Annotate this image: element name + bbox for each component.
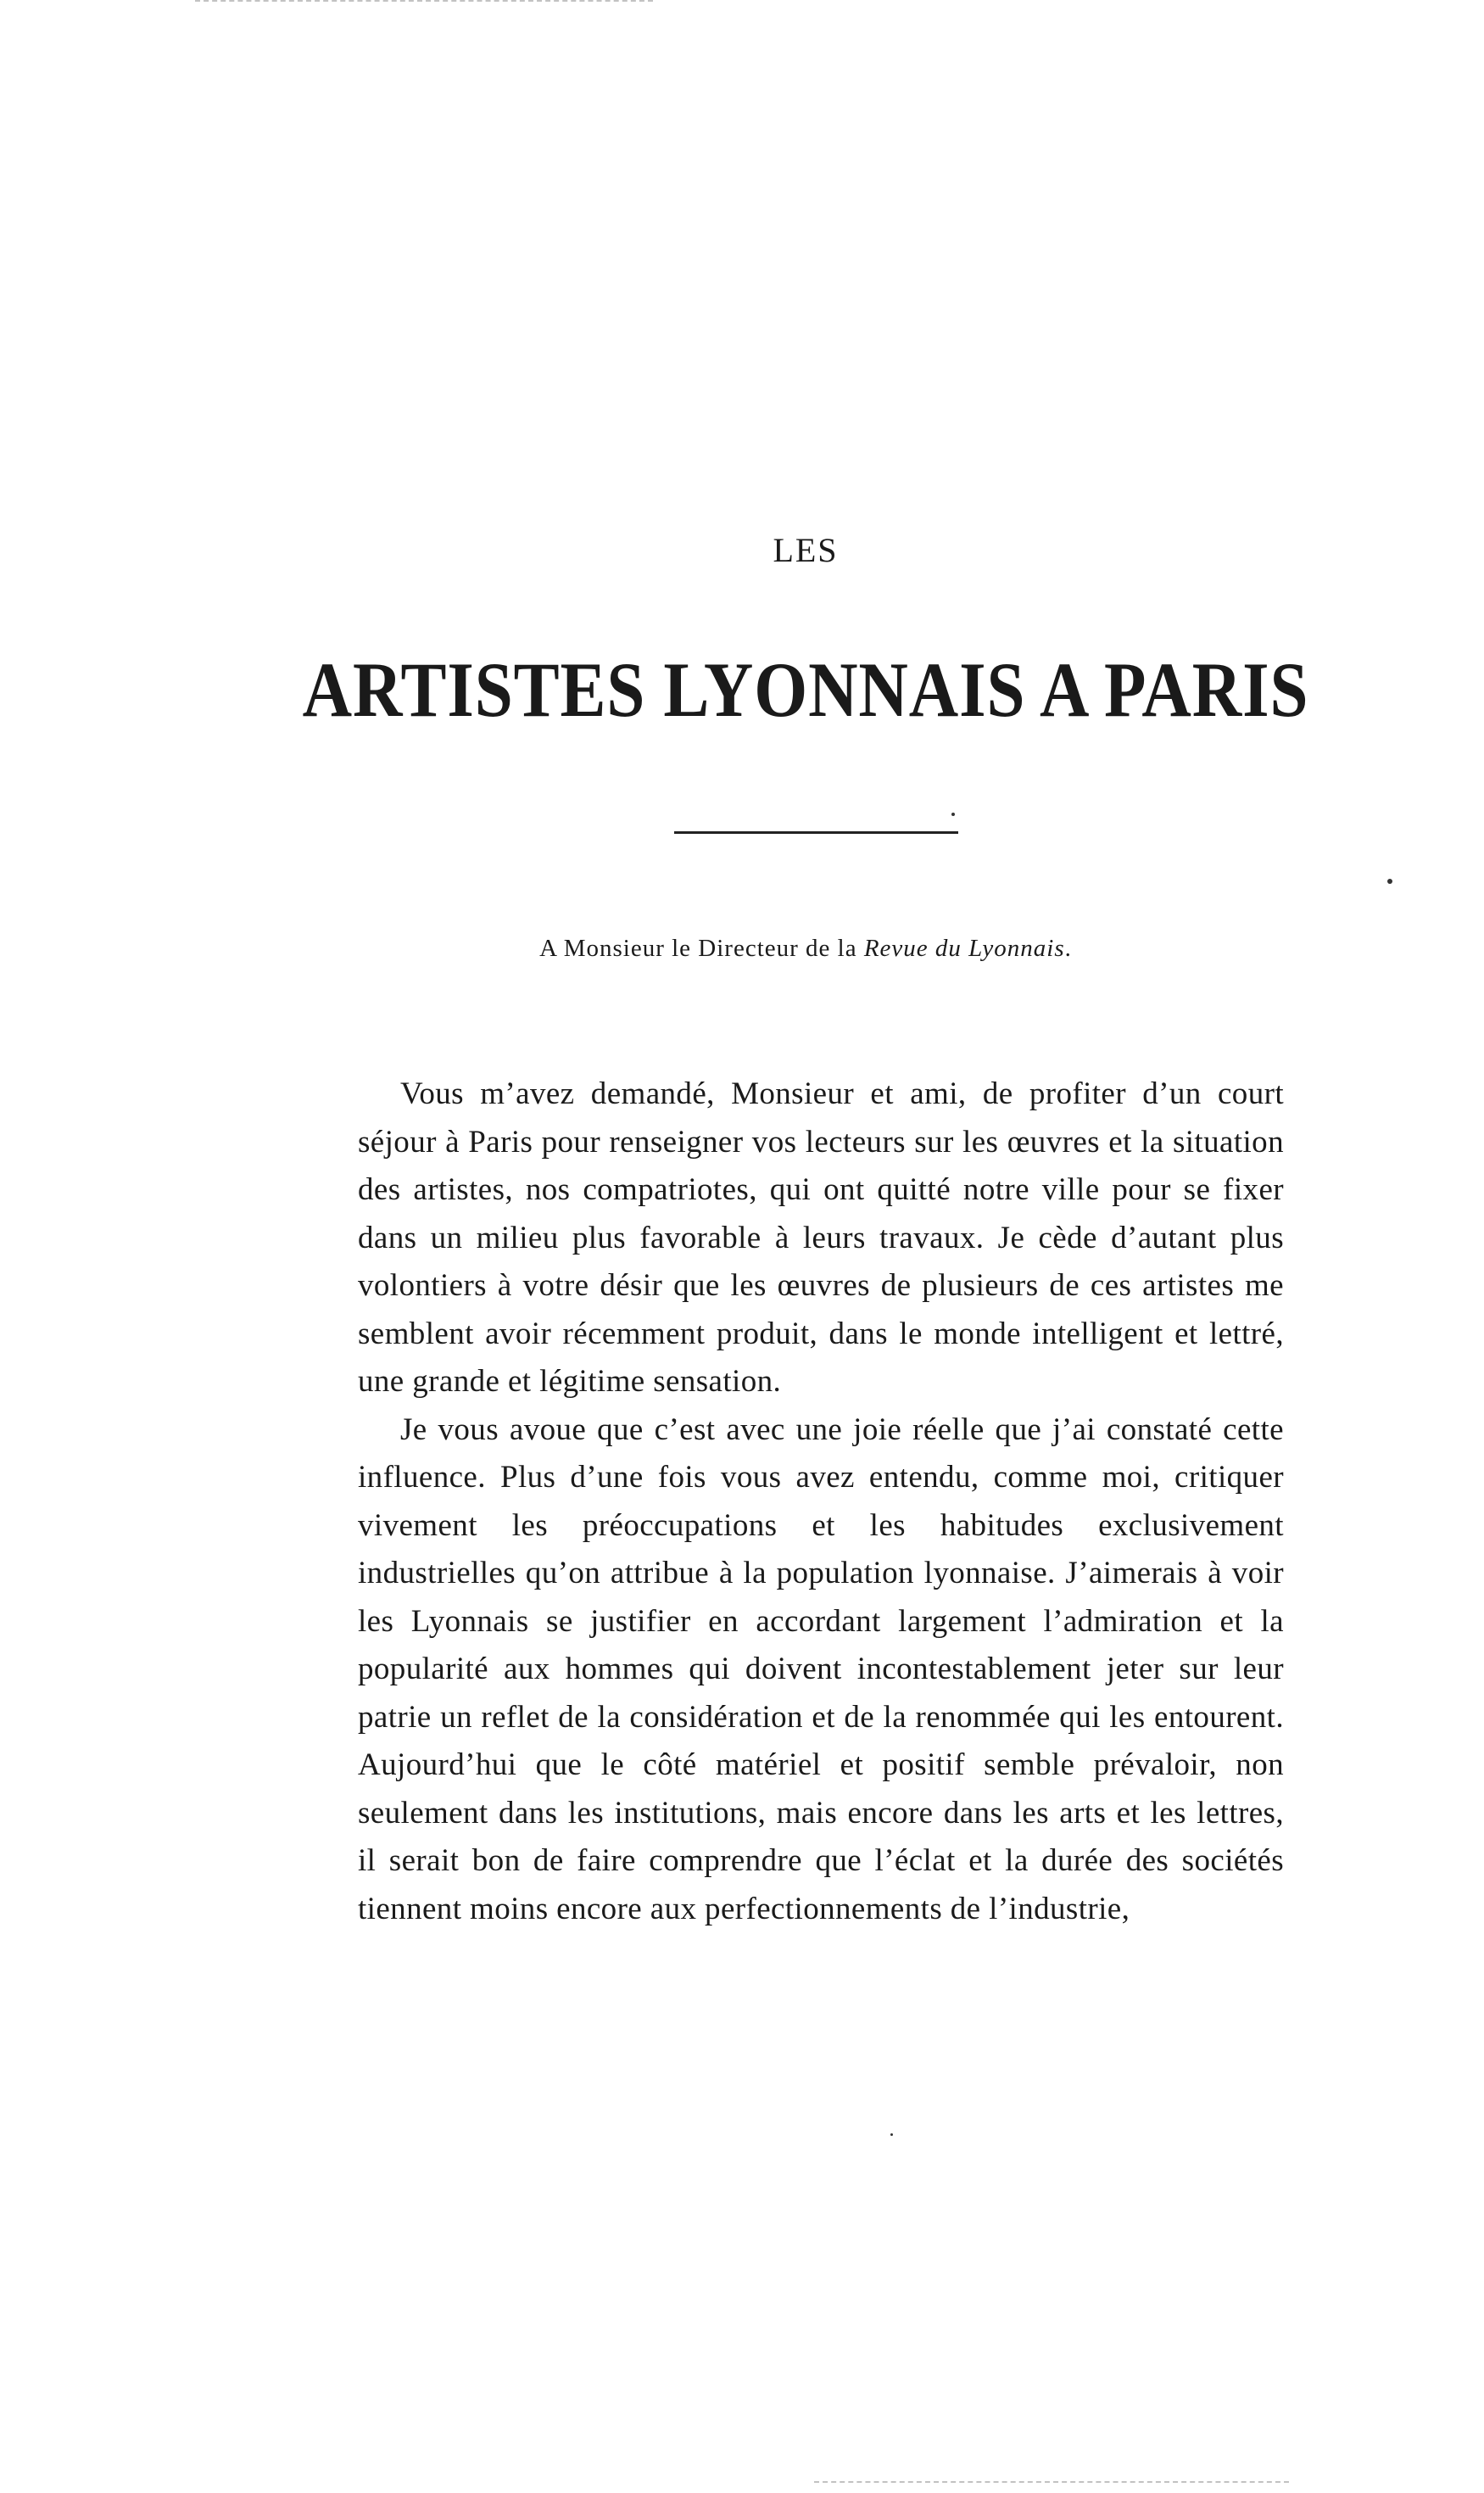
scan-speck — [951, 813, 955, 816]
paragraph: Vous m’avez demandé, Monsieur et ami, de profiter d’un court séjour à Paris pour renseigner vos lecteurs sur les œuvres et la situation des artistes, nos compatriotes, qui ont quitté notre ville pour se fixer dans un milieu plus favorable à leurs travaux. Je cède d’autant plus volontiers à votre désir que les œuvres de plusieurs de ces artistes me semblent avoir récemment produit, dans le monde intelligent et lettré, une grande et légitime sensation. — [358, 1076, 1284, 1399]
page-title: ARTISTES LYONNAIS A PARIS — [302, 646, 1309, 733]
dedication-prefix: A Monsieur le Directeur de la — [539, 935, 864, 962]
body-text — [358, 1070, 1284, 1933]
dedication-line — [0, 935, 1484, 963]
page-overtitle: LES — [773, 531, 839, 569]
scan-speck — [890, 2133, 893, 2136]
scan-speck — [1387, 879, 1392, 884]
paragraph: Je vous avoue que c’est avec une joie réelle que j’ai constaté cette influence. Plus d’une fois vous avez entendu, comme moi, critiquer vivement les préoccupations et les habitudes exclusivement industrielles qu’on attribue à la population lyonnaise. J’aimerais à voir les Lyonnais se justifier en accordant largement l’admiration et la popularité aux hommes qui doivent incontestablement jeter sur leur patrie un reflet de la considération et de la renommée qui les entourent. Aujourd’hui que le côté matériel et positif semble prévaloir, non seulement dans les institutions, mais encore dans les arts et les lettres, il serait bon de faire comprendre que l’éclat et la durée des sociétés tiennent moins encore aux perfectionnements de l’industrie, — [358, 1411, 1284, 1926]
scan-edge-top — [195, 0, 653, 5]
title-rule — [674, 831, 958, 834]
dedication-journal-name: Revue du Lyonnais — [863, 935, 1065, 962]
scan-edge-bottom — [814, 2481, 1289, 2486]
dedication-suffix: . — [1064, 935, 1072, 962]
